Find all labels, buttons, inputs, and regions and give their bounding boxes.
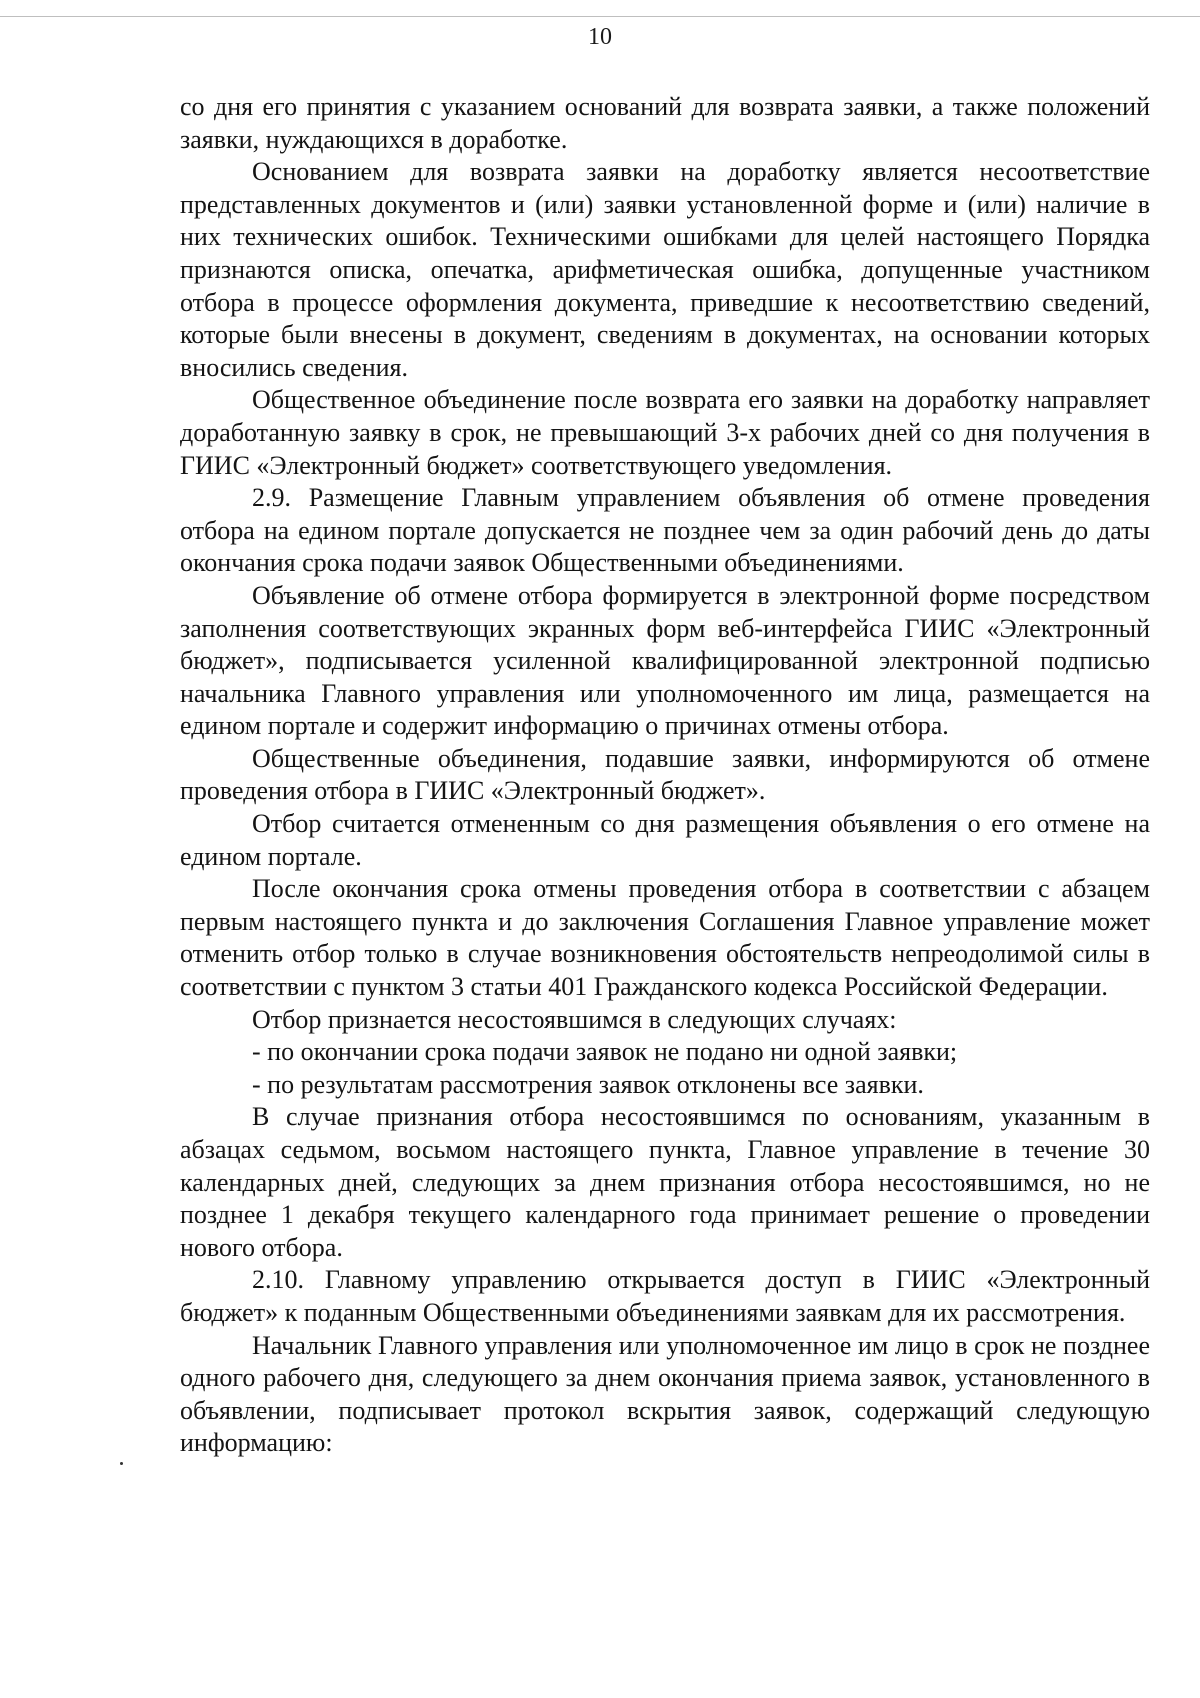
- paragraph-6: Общественные объединения, подавшие заявки, информируются об отмене проведения отбора в ГИИС «Электронный бюджет».: [180, 743, 1150, 806]
- list-item-2: - по результатам рассмотрения заявок отклонены все заявки.: [252, 1069, 924, 1099]
- paragraph-11: 2.10. Главному управлению открывается доступ в ГИИС «Электронный бюджет» к поданным Общественными объединениями заявкам для их рассмотрения.: [180, 1265, 1150, 1327]
- paragraph-10: В случае признания отбора несостоявшимся по основаниям, указанным в абзацах седьмом, восьмом настоящего пункта, Главное управление в течение 30 календарных дней, следующих за днем признания отбора несостоявшимся, но не позднее 1 декабря текущего календарного года принимает решение о проведении нового отбора.: [180, 1102, 1150, 1262]
- paragraph-9: Отбор признается несостоявшимся в следующих случаях:: [252, 1004, 897, 1034]
- paragraph-12: Начальник Главного управления или уполномоченное им лицо в срок не позднее одного рабочего дня, следующего за днем окончания приема заявок, установленного в объявлении, подписывает протокол вскрытия заявок, содержащий следующую информацию:: [180, 1330, 1150, 1458]
- scan-top-edge-line: [0, 16, 1200, 17]
- paragraph-2: Основанием для возврата заявки на доработку является несоответствие представленных документов и (или) заявки установленной форме и (или) наличие в них технических ошибок. Техническими ошибками для целей настоящего Порядка признаются описка, опечатка, арифметическая ошибка, допущенные участником отбора в процессе оформления документа, приведшие к несоответствию сведений, которые были внесены в документ, сведениям в документах, на основании которых вносились сведения.: [180, 157, 1150, 382]
- page-number: 10: [588, 24, 612, 50]
- list-item-1: - по окончании срока подачи заявок не подано ни одной заявки;: [252, 1037, 958, 1067]
- paragraph-7: Отбор считается отмененным со дня размещения объявления о его отмене на едином портале.: [180, 809, 1150, 871]
- document-body: [180, 91, 1150, 1460]
- scan-speck: [120, 1462, 123, 1465]
- paragraph-8: После окончания срока отмены проведения отбора в соответствии с абзацем первым настоящего пункта и до заключения Соглашения Главное управление может отменить отбор только в случае возникновения обстоятельств непреодолимой силы в соответствии с пунктом 3 статьи 401 Гражданского кодекса Российской Федерации.: [180, 874, 1150, 1002]
- paragraph-1: со дня его принятия с указанием оснований для возврата заявки, а также положений заявки, нуждающихся в доработке.: [180, 92, 1150, 154]
- paragraph-3: Общественное объединение после возврата его заявки на доработку направляет доработанную заявку в срок, не превышающий 3-х рабочих дней со дня получения в ГИИС «Электронный бюджет» соответствующего уведомления.: [180, 385, 1150, 480]
- paragraph-4: 2.9. Размещение Главным управлением объявления об отмене проведения отбора на едином портале допускается не позднее чем за один рабочий день до даты окончания срока подачи заявок Общественными объединениями.: [180, 483, 1150, 578]
- paragraph-5: Объявление об отмене отбора формируется в электронной форме посредством заполнения соответствующих экранных форм веб-интерфейса ГИИС «Электронный бюджет», подписывается усиленной квалифицированной электронной подписью начальника Главного управления или уполномоченного им лица, размещается на едином портале и содержит информацию о причинах отмены отбора.: [180, 580, 1150, 741]
